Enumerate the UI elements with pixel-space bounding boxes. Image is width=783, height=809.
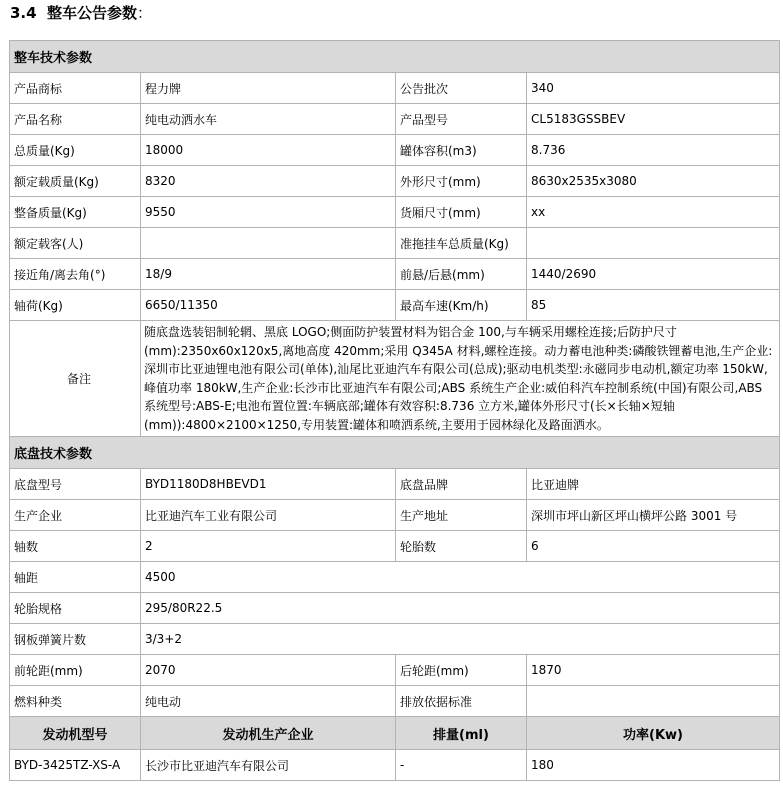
spec-value xyxy=(527,686,780,717)
spec-label: 额定载质量(Kg) xyxy=(10,166,141,197)
table-row xyxy=(10,686,780,717)
spec-label: 前轮距(mm) xyxy=(10,655,141,686)
spec-label: 轴荷(Kg) xyxy=(10,290,141,321)
spec-label: 排放依据标准 xyxy=(396,686,527,717)
spec-value: 6650/11350 xyxy=(141,290,396,321)
spec-value: 8630x2535x3080 xyxy=(527,166,780,197)
spec-label: 底盘品牌 xyxy=(396,469,527,500)
spec-value: 深圳市坪山新区坪山横坪公路 3001 号 xyxy=(527,500,780,531)
spec-label: 钢板弹簧片数 xyxy=(10,624,141,655)
table-row xyxy=(10,197,780,228)
vehicle-section-header xyxy=(10,41,780,73)
spec-value: 8.736 xyxy=(527,135,780,166)
spec-value: 2 xyxy=(141,531,396,562)
table-row xyxy=(10,73,780,104)
spec-label: 轴距 xyxy=(10,562,141,593)
spec-label: 额定载客(人) xyxy=(10,228,141,259)
engine-power: 180 xyxy=(527,750,780,781)
spec-value: 3/3+2 xyxy=(141,624,780,655)
spec-label: 产品型号 xyxy=(396,104,527,135)
engine-header-maker: 发动机生产企业 xyxy=(141,717,396,750)
table-row xyxy=(10,259,780,290)
table-row xyxy=(10,624,780,655)
spec-label: 总质量(Kg) xyxy=(10,135,141,166)
table-row xyxy=(10,655,780,686)
table-row xyxy=(10,228,780,259)
table-row xyxy=(10,500,780,531)
note-text: 随底盘选装铝制轮辋、黑底 LOGO;侧面防护装置材料为铝合金 100,与车辆采用螺栓连接;后防护尺寸(mm):2350x60x120x5,离地高度 420mm;采用 Q345A 材料,螺栓连接。动力蓄电池种类:磷酸铁锂蓄电池,生产企业:深圳市比亚迪锂电池有限公司(单体),汕尾比亚迪汽车有限公司(总成);驱动电机类型:永磁同步电动机,额定功率 150kW,峰值功率 180kW,生产企业:长沙市比亚迪汽车有限公司;ABS 系统生产企业:威伯科汽车控制系统(中国)有限公司,ABS 系统型号:ABS-E;电池布置位置:车辆底部;罐体有效容积:8.736 立方米,罐体外形尺寸(长×长轴×短轴(mm)):4800×2100×1250,专用装置:罐体和喷洒系统,主要用于园林绿化及路面洒水。 xyxy=(141,321,780,437)
spec-table xyxy=(9,40,780,781)
spec-value: 340 xyxy=(527,73,780,104)
spec-label: 罐体容积(m3) xyxy=(396,135,527,166)
chassis-section-header xyxy=(10,437,780,469)
spec-label: 轮胎数 xyxy=(396,531,527,562)
engine-header-displacement: 排量(ml) xyxy=(396,717,527,750)
spec-value: 8320 xyxy=(141,166,396,197)
spec-value: 4500 xyxy=(141,562,780,593)
spec-label: 轴数 xyxy=(10,531,141,562)
spec-value: CL5183GSSBEV xyxy=(527,104,780,135)
spec-label: 前悬/后悬(mm) xyxy=(396,259,527,290)
spec-value: 1870 xyxy=(527,655,780,686)
spec-value xyxy=(527,228,780,259)
spec-label: 轮胎规格 xyxy=(10,593,141,624)
note-label: 备注 xyxy=(67,371,92,386)
engine-row xyxy=(10,750,780,781)
table-row xyxy=(10,469,780,500)
spec-value: 295/80R22.5 xyxy=(141,593,780,624)
spec-label: 生产地址 xyxy=(396,500,527,531)
spec-label: 整备质量(Kg) xyxy=(10,197,141,228)
engine-header-model: 发动机型号 xyxy=(10,717,141,750)
chassis-section-title: 底盘技术参数 xyxy=(10,437,780,469)
engine-maker: 长沙市比亚迪汽车有限公司 xyxy=(141,750,396,781)
spec-label: 外形尺寸(mm) xyxy=(396,166,527,197)
table-row xyxy=(10,593,780,624)
note-label-cell xyxy=(10,321,141,437)
spec-value: 18/9 xyxy=(141,259,396,290)
spec-label: 底盘型号 xyxy=(10,469,141,500)
section-heading xyxy=(10,2,152,24)
note-row xyxy=(10,321,780,437)
spec-value: 85 xyxy=(527,290,780,321)
spec-label: 产品名称 xyxy=(10,104,141,135)
spec-label: 公告批次 xyxy=(396,73,527,104)
spec-value: xx xyxy=(527,197,780,228)
spec-label: 货厢尺寸(mm) xyxy=(396,197,527,228)
heading-colon: ： xyxy=(137,4,153,22)
spec-value: 9550 xyxy=(141,197,396,228)
spec-value: BYD1180D8HBEVD1 xyxy=(141,469,396,500)
spec-label: 最高车速(Km/h) xyxy=(396,290,527,321)
spec-value: 比亚迪牌 xyxy=(527,469,780,500)
vehicle-section-title: 整车技术参数 xyxy=(10,41,780,73)
spec-value: 2070 xyxy=(141,655,396,686)
engine-model: BYD-3425TZ-XS-A xyxy=(10,750,141,781)
spec-label: 生产企业 xyxy=(10,500,141,531)
spec-value: 纯电动 xyxy=(141,686,396,717)
spec-value: 纯电动洒水车 xyxy=(141,104,396,135)
heading-number: 3.4 xyxy=(10,4,37,22)
table-row xyxy=(10,166,780,197)
spec-label: 后轮距(mm) xyxy=(396,655,527,686)
spec-label: 准拖挂车总质量(Kg) xyxy=(396,228,527,259)
heading-title: 整车公告参数 xyxy=(47,4,138,22)
table-row xyxy=(10,531,780,562)
spec-value: 程力牌 xyxy=(141,73,396,104)
engine-displacement: - xyxy=(396,750,527,781)
spec-value: 1440/2690 xyxy=(527,259,780,290)
spec-value xyxy=(141,228,396,259)
table-row xyxy=(10,135,780,166)
engine-header-row xyxy=(10,717,780,750)
table-row xyxy=(10,562,780,593)
engine-header-power: 功率(Kw) xyxy=(527,717,780,750)
spec-label: 燃料种类 xyxy=(10,686,141,717)
table-row xyxy=(10,104,780,135)
spec-value: 18000 xyxy=(141,135,396,166)
spec-value: 6 xyxy=(527,531,780,562)
spec-value: 比亚迪汽车工业有限公司 xyxy=(141,500,396,531)
spec-label: 产品商标 xyxy=(10,73,141,104)
spec-label: 接近角/离去角(°) xyxy=(10,259,141,290)
table-row xyxy=(10,290,780,321)
